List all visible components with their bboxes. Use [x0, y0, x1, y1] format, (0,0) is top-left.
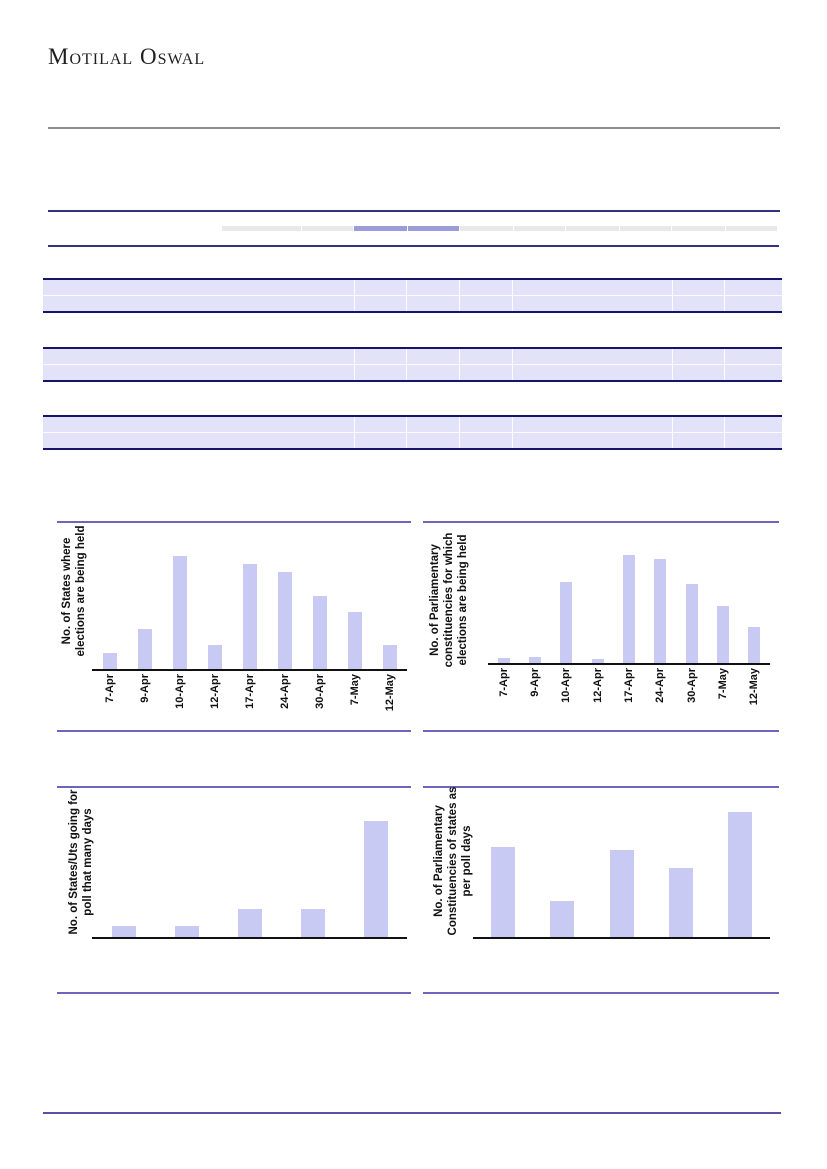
x-axis-tick-label: 12-Apr: [591, 668, 604, 703]
table-cell: [407, 365, 460, 380]
timeline-segment: [672, 226, 726, 231]
table-cell: [407, 349, 460, 364]
table-cell: [673, 433, 725, 448]
table-cell: [673, 349, 725, 364]
table-cell: [673, 365, 725, 380]
bar: [278, 572, 292, 669]
bar-chart-panel: [423, 521, 779, 732]
x-axis-line: [92, 669, 407, 671]
bar: [138, 629, 152, 669]
table-row: [43, 280, 782, 296]
table-row: [43, 433, 782, 448]
table-cell: [355, 349, 407, 364]
timeline-segment: [302, 226, 354, 231]
table-cell: [725, 296, 782, 311]
bar: [348, 612, 362, 669]
table-row: [43, 417, 782, 433]
x-axis-tick-label: 24-Apr: [654, 668, 667, 703]
y-axis-label-line: No. of States where: [61, 537, 73, 645]
table-cell: [43, 349, 355, 364]
table-cell: [513, 417, 673, 432]
table-cell: [725, 365, 782, 380]
bar: [610, 850, 634, 937]
bar: [654, 559, 666, 663]
bar: [383, 645, 397, 669]
bar: [623, 555, 635, 663]
bar: [238, 909, 262, 937]
bar: [686, 584, 698, 663]
table-row: [43, 365, 782, 380]
x-axis-tick-label: 7-Apr: [103, 674, 116, 703]
table-cell: [673, 280, 725, 295]
bar-chart-panel: [57, 786, 411, 994]
timeline-segment: [222, 226, 302, 231]
table-cell: [43, 417, 355, 432]
table-cell: [43, 296, 355, 311]
bar: [313, 596, 327, 669]
bar-chart-panel: [57, 521, 411, 732]
x-axis-tick-label: 24-Apr: [278, 674, 291, 709]
y-axis-label-line: poll that many days: [82, 808, 94, 916]
timeline-segment: [620, 226, 672, 231]
bar: [173, 556, 187, 669]
table-cell: [43, 433, 355, 448]
bar: [112, 926, 136, 937]
data-table: [43, 415, 782, 450]
bar: [301, 909, 325, 937]
table-cell: [407, 280, 460, 295]
table-cell: [355, 433, 407, 448]
y-axis-label: [432, 751, 474, 971]
table-cell: [513, 349, 673, 364]
timeline-segment: [726, 226, 778, 231]
table-cell: [355, 296, 407, 311]
timeline-segment: [514, 226, 566, 231]
table-cell: [355, 280, 407, 295]
x-axis-tick-label: 9-Apr: [138, 674, 151, 703]
x-axis-tick-label: 30-Apr: [685, 668, 698, 703]
table-cell: [513, 365, 673, 380]
bar: [103, 653, 117, 669]
table-cell: [513, 296, 673, 311]
table-cell: [355, 365, 407, 380]
table-cell: [673, 417, 725, 432]
table-cell: [460, 280, 513, 295]
table-cell: [43, 280, 355, 295]
table-cell: [407, 296, 460, 311]
brand-logo: Motilal Oswal: [48, 44, 206, 69]
x-axis-tick-label: 30-Apr: [313, 674, 326, 709]
table-cell: [460, 365, 513, 380]
footer-rule: [43, 1112, 781, 1114]
table-cell: [725, 280, 782, 295]
bar: [669, 868, 693, 937]
table-cell: [460, 433, 513, 448]
x-axis-tick-label: 10-Apr: [560, 668, 573, 703]
bar-chart-panel: [423, 786, 779, 994]
y-axis-label-line: per poll days: [461, 825, 473, 897]
y-axis-label: [60, 481, 88, 701]
table-cell: [725, 417, 782, 432]
timeline-segment-highlighted: [408, 226, 460, 231]
header-rule: [48, 127, 780, 129]
section-rule-top: [48, 210, 780, 212]
bar: [550, 901, 574, 937]
timeline-segment: [460, 226, 514, 231]
bar: [592, 659, 604, 663]
table-cell: [513, 280, 673, 295]
table-cell: [460, 296, 513, 311]
bar: [560, 582, 572, 663]
table-cell: [355, 417, 407, 432]
table-cell: [513, 433, 673, 448]
y-axis-label-line: constituencies for which: [443, 532, 455, 668]
bar: [498, 658, 510, 663]
bar: [491, 847, 515, 937]
x-axis-tick-label: 12-May: [383, 674, 396, 712]
bar: [364, 821, 388, 937]
x-axis-line: [92, 937, 407, 939]
x-axis-line: [488, 663, 770, 665]
timeline-segment-highlighted: [354, 226, 408, 231]
table-cell: [725, 349, 782, 364]
bar: [529, 657, 541, 663]
timeline-strip: [222, 226, 778, 231]
x-axis-tick-label: 7-May: [717, 668, 729, 700]
table-cell: [460, 349, 513, 364]
table-cell: [460, 417, 513, 432]
y-axis-label-line: elections are being held: [75, 525, 87, 657]
table-cell: [725, 433, 782, 448]
timeline-segment: [566, 226, 620, 231]
x-axis-tick-label: 17-Apr: [623, 668, 635, 703]
y-axis-label-line: No. of Parliamentary: [429, 544, 441, 656]
bar: [175, 926, 199, 937]
y-axis-label-line: No. of States/Uts going for: [68, 789, 80, 935]
x-axis-tick-label: 7-Apr: [497, 668, 510, 697]
table-cell: [673, 296, 725, 311]
section-rule-bottom: [48, 245, 779, 247]
table-cell: [43, 365, 355, 380]
bar: [717, 606, 729, 663]
data-table: [43, 278, 782, 313]
x-axis-tick-label: 9-Apr: [529, 668, 541, 697]
y-axis-label-line: Constituencies of states as: [447, 786, 459, 936]
x-axis-tick-label: 12-Apr: [208, 674, 221, 709]
x-axis-tick-label: 7-May: [348, 674, 361, 706]
bar: [243, 564, 257, 669]
x-axis-tick-label: 12-May: [748, 668, 761, 706]
data-table: [43, 347, 782, 382]
y-axis-label: [67, 752, 95, 972]
bar: [748, 627, 760, 663]
table-cell: [407, 433, 460, 448]
x-axis-tick-label: 10-Apr: [173, 674, 186, 709]
y-axis-label: [428, 490, 470, 710]
bar: [208, 645, 222, 669]
y-axis-label-line: elections are being held: [457, 534, 469, 666]
table-row: [43, 296, 782, 311]
bar: [728, 812, 752, 937]
table-cell: [407, 417, 460, 432]
x-axis-tick-label: 17-Apr: [243, 674, 256, 709]
table-row: [43, 349, 782, 365]
x-axis-line: [473, 937, 770, 939]
y-axis-label-line: No. of Parliamentary: [433, 805, 445, 917]
